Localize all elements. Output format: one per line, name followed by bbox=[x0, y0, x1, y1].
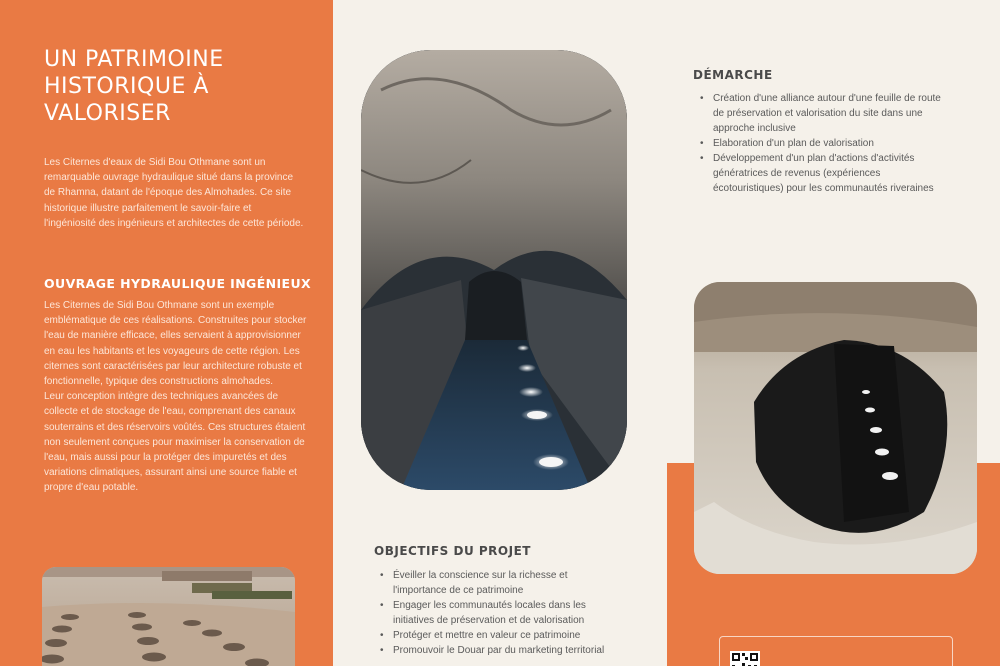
left-panel bbox=[0, 0, 333, 666]
hydraulic-paragraph-1: Les Citernes de Sidi Bou Othmane sont un exemple emblématique de ces réalisations. Construites pour stocker l'eau de manière efficace, elles servaient à approvisionner en eau les habitants et les voyageurs de cette région. Les citernes sont caractérisées par leur architecture robuste et fonctionnelle, typique des constructions almohades. bbox=[44, 300, 307, 388]
qr-code-icon[interactable] bbox=[730, 651, 760, 666]
approach-item: • Elaboration d'un plan de valorisation bbox=[697, 136, 945, 151]
approach-title: DÉMARCHE bbox=[693, 68, 773, 82]
objectives-title: OBJECTIFS DU PROJET bbox=[374, 544, 531, 558]
middle-panel bbox=[333, 0, 667, 666]
section-title-hydraulic: OUVRAGE HYDRAULIQUE INGÉNIEUX bbox=[44, 276, 312, 291]
cistern-tunnel-graphic bbox=[361, 50, 627, 490]
objective-item: • Promouvoir le Douar par du marketing territorial bbox=[377, 643, 617, 658]
cistern-tunnel-photo bbox=[361, 50, 627, 490]
right-panel bbox=[667, 0, 1000, 666]
hydraulic-description bbox=[44, 298, 308, 496]
approach-item: • Création d'une alliance autour d'une feuille de route de préservation et valorisation du site dans une approche inclusive bbox=[697, 91, 945, 136]
approach-item: • Développement d'un plan d'actions d'activités génératrices de revenus (expériences écotouristiques) pour les communautés riveraines bbox=[697, 151, 945, 196]
main-title: UN PATRIMOINE HISTORIQUE À VALORISER bbox=[44, 47, 224, 126]
objective-item: • Protéger et mettre en valeur ce patrimoine bbox=[377, 628, 617, 643]
cistern-opening-graphic bbox=[694, 282, 977, 574]
contact-box bbox=[719, 636, 953, 666]
objectives-list bbox=[377, 568, 617, 658]
objective-item: • Éveiller la conscience sur la richesse et l'importance de ce patrimoine bbox=[377, 568, 617, 598]
approach-list bbox=[697, 91, 945, 196]
qr-code-graphic bbox=[730, 651, 760, 666]
cistern-opening-photo bbox=[694, 282, 977, 574]
landscape-photo bbox=[42, 567, 295, 666]
intro-paragraph: Les Citernes d'eaux de Sidi Bou Othmane sont un remarquable ouvrage hydraulique situé dans la province de Rhamna, datant de l'époque des Almohades. Ce site historique illustre parfaitement le savoir-faire et l'ingéniosité des ingénieurs et architectes de cette période. bbox=[44, 157, 304, 229]
landscape-photo-graphic bbox=[42, 567, 295, 666]
hydraulic-paragraph-2: Leur conception intègre des techniques avancées de collecte et de stockage de l'eau, comprenant des canaux souterrains et des réservoirs voûtés. Ces structures étaient non seulement conçues pour maximiser la conservation de l'eau, mais aussi pour la protéger des impuretés et des variations climatiques, assurant ainsi une source fiable et propre d'eau potable. bbox=[44, 391, 306, 494]
objective-item: • Engager les communautés locales dans les initiatives de préservation et de valorisation bbox=[377, 598, 617, 628]
